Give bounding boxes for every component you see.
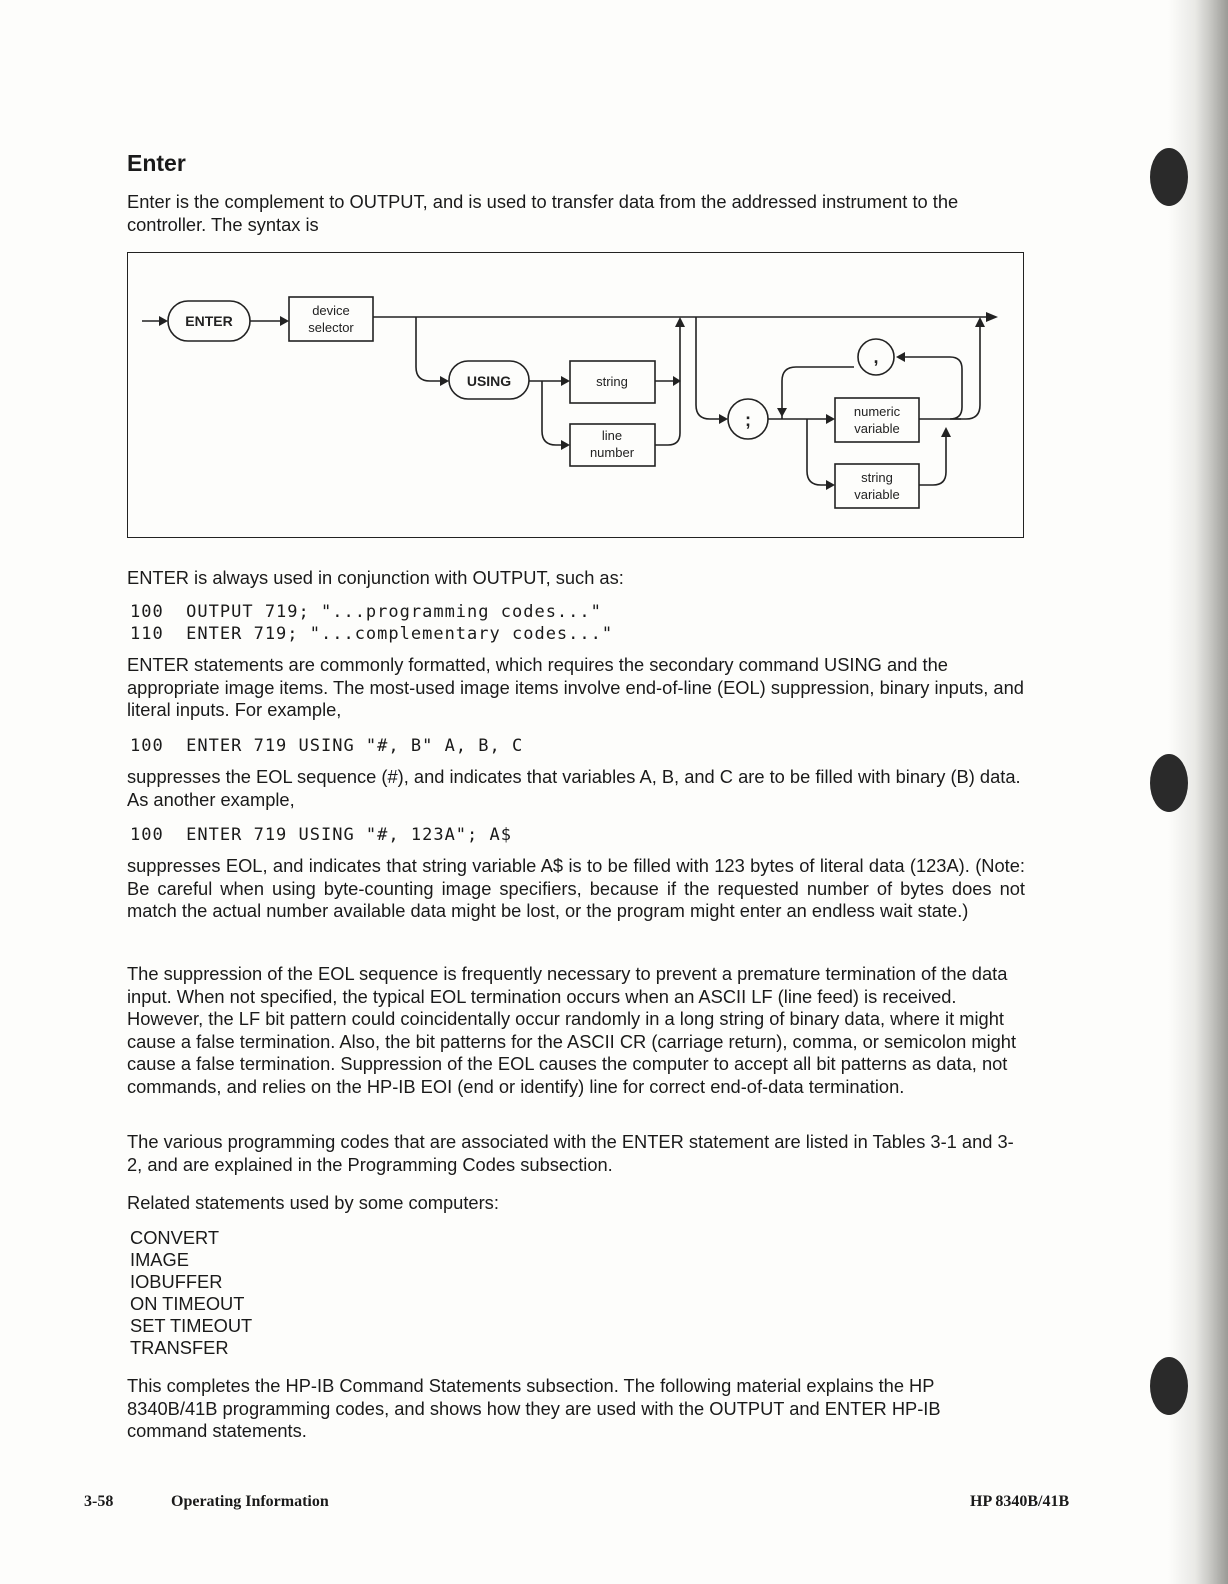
device-selector-line2: selector (308, 320, 354, 335)
intro-paragraph: Enter is the complement to OUTPUT, and is used to transfer data from the addressed instrument to the controller. The syntax is (127, 191, 959, 235)
comma-label: , (873, 347, 879, 367)
syntax-diagram (127, 252, 1024, 538)
line-number-line1: line (601, 428, 623, 443)
numeric-variable-line2: variable (854, 421, 900, 436)
list-item: ON TIMEOUT (130, 1293, 245, 1314)
footer-model: HP 8340B/41B (970, 1493, 1070, 1510)
paragraph-binary: suppresses the EOL sequence (#), and indicates that variables A, B, and C are to be filled with binary (B) data. As another example, (127, 766, 1021, 810)
device-selector-line1: device (312, 303, 350, 318)
binding-hole (1150, 148, 1188, 206)
list-item: IMAGE (130, 1249, 189, 1270)
list-item: CONVERT (130, 1227, 220, 1248)
semicolon-label: ; (745, 410, 751, 430)
string-variable-line1: string (861, 470, 893, 485)
code-line: 110 ENTER 719; "...complementary codes..." (130, 624, 614, 644)
paragraph-related: Related statements used by some computers: (127, 1192, 499, 1213)
list-item: SET TIMEOUT (130, 1315, 253, 1336)
list-item: IOBUFFER (130, 1271, 223, 1292)
paragraph-formatting: ENTER statements are commonly formatted, which requires the secondary command USING and the appropriate image items. The most-used image items involve end-of-line (EOL) suppression, binary inputs, and literal inputs. For example, (127, 654, 1024, 720)
string-box-label: string (596, 374, 628, 389)
using-keyword-label: USING (466, 373, 512, 389)
paragraph-literal: suppresses EOL, and indicates that string variable A$ is to be filled with 123 bytes of literal data (123A). (Note: Be careful when using byte-counting image specifiers, because if the requested number of bytes does not match the actual number available data might be lost, or the program might enter an endless wait state.) (127, 855, 1025, 921)
line-number-line2: number (589, 445, 635, 460)
code-line: 100 ENTER 719 USING "#, 123A"; A$ (130, 825, 512, 845)
paragraph-codes: The various programming codes that are associated with the ENTER statement are listed in Tables 3-1 and 3-2, and are explained in the Programming Codes subsection. (127, 1131, 1014, 1175)
page-number: 3-58 (84, 1493, 114, 1510)
footer-section-title: Operating Information (171, 1493, 329, 1510)
code-line: 100 OUTPUT 719; "...programming codes..." (130, 602, 602, 622)
related-statements-list (130, 1227, 252, 1359)
paragraph-eol: The suppression of the EOL sequence is frequently necessary to prevent a premature termination of the data input. When not specified, the typical EOL termination occurs when an ASCII LF (line feed) is received. However, the LF bit pattern could coincidentally occur randomly in a long string of binary data, where it might cause a false termination. Also, the bit patterns for the ASCII CR (carriage return), comma, or semicolon might cause a false termination. Suppression of the EOL causes the computer to accept all bit patterns as data, not commands, and relies on the HP-IB EOI (end or identify) line for correct end-of-data termination. (127, 963, 1017, 1097)
binding-hole (1150, 754, 1188, 812)
binding-hole (1150, 1357, 1188, 1415)
numeric-variable-line1: numeric (853, 404, 901, 419)
paragraph-closing: This completes the HP-IB Command Statements subsection. The following material explains the HP 8340B/41B programming codes, and shows how they are used with the OUTPUT and ENTER HP-IB command statements. (127, 1375, 941, 1441)
code-line: 100 ENTER 719 USING "#, B" A, B, C (130, 736, 524, 756)
string-variable-line2: variable (854, 487, 900, 502)
enter-keyword-label: ENTER (185, 313, 233, 329)
section-title: Enter (127, 150, 186, 176)
list-item: TRANSFER (130, 1337, 229, 1358)
paragraph-enter-output: ENTER is always used in conjunction with OUTPUT, such as: (127, 567, 624, 588)
